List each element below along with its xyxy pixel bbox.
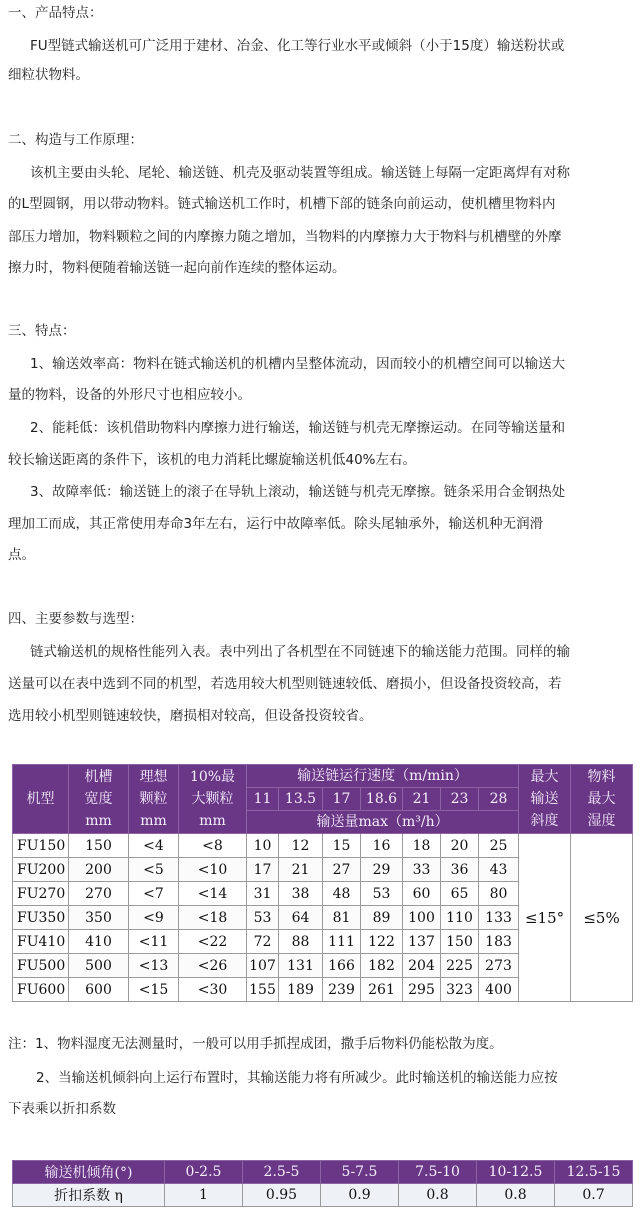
capacity-cell: 323 (441, 978, 479, 1002)
angle-range: 5-7.5 (321, 1161, 399, 1184)
capacity-cell: 100 (403, 906, 441, 930)
particle-cell: <13 (129, 954, 179, 978)
spec-table (12, 764, 633, 1002)
header-large-particle: 10%最 大颗粒 mm (179, 765, 247, 834)
width-cell: 410 (69, 930, 129, 954)
capacity-cell: 295 (403, 978, 441, 1002)
section-4-line: 链式输送机的规格性能列入表。表中列出了各机型在不同链速下的输送能力范围。同样的输 (30, 644, 570, 660)
note-line: 2、当输送机倾斜向上运行布置时，其输送能力将有所减少。此时输送机的输送能力应按 (36, 1070, 558, 1086)
model-cell: FU410 (13, 930, 69, 954)
section-3-line: 较长输送距离的条件下，该机的电力消耗比螺旋输送机低40%左右。 (8, 452, 417, 468)
angle-range: 2.5-5 (243, 1161, 321, 1184)
section-3-title: 三、特点： (8, 323, 76, 339)
capacity-cell: 18 (403, 834, 441, 858)
angle-range: 0-2.5 (165, 1161, 243, 1184)
factor-value: 0.95 (243, 1184, 321, 1207)
header-speed-value: 18.6 (361, 788, 403, 811)
table-row (13, 834, 633, 858)
large-particle-cell: <26 (179, 954, 247, 978)
capacity-cell: 53 (361, 882, 403, 906)
header-width: 机槽 宽度 mm (69, 765, 129, 834)
label-factor: 折扣系数 η (13, 1184, 165, 1207)
header-speed-value: 23 (441, 788, 479, 811)
capacity-cell: 225 (441, 954, 479, 978)
section-1-line: FU型链式输送机可广泛用于建材、冶金、化工等行业水平或倾斜（小于15度）输送粉状或 (30, 38, 565, 54)
capacity-cell: 166 (323, 954, 361, 978)
width-cell: 270 (69, 882, 129, 906)
capacity-cell: 204 (403, 954, 441, 978)
capacity-cell: 21 (279, 858, 323, 882)
width-cell: 200 (69, 858, 129, 882)
slope-value: ≤15° (519, 834, 571, 1002)
section-3-line: 3、故障率低：输送链上的滚子在导轨上滚动，输送链与机壳无摩擦。链条采用合金钢热处 (30, 484, 566, 500)
note-line: 下表乘以折扣系数 (8, 1101, 116, 1117)
section-3-line: 2、能耗低：该机借助物料内摩擦力进行输送，输送链与机壳无摩擦运动。在同等输送量和 (30, 420, 566, 436)
header-particle: 理想 颗粒 mm (129, 765, 179, 834)
section-4-title: 四、主要参数与选型： (8, 611, 143, 627)
factor-value: 0.8 (477, 1184, 555, 1207)
note-line: 注：1、物料湿度无法测量时，一般可以用手抓捏成团，撒手后物料仍能松散为度。 (8, 1036, 503, 1052)
factor-value: 0.7 (555, 1184, 633, 1207)
model-cell: FU270 (13, 882, 69, 906)
particle-cell: <7 (129, 882, 179, 906)
width-cell: 150 (69, 834, 129, 858)
factor-value: 1 (165, 1184, 243, 1207)
header-speed-value: 17 (323, 788, 361, 811)
section-2-title: 二、构造与工作原理： (8, 132, 143, 148)
capacity-cell: 16 (361, 834, 403, 858)
factor-value: 0.8 (399, 1184, 477, 1207)
particle-cell: <11 (129, 930, 179, 954)
section-2-line: 擦力时，物料便随着输送链一起向前作连续的整体运动。 (8, 260, 346, 276)
header-slope: 最大 输送 斜度 (519, 765, 571, 834)
capacity-cell: 27 (323, 858, 361, 882)
capacity-cell: 261 (361, 978, 403, 1002)
section-3-line: 量的物料，设备的外形尺寸也相应较小。 (8, 387, 251, 403)
section-3-line: 1、输送效率高：物料在链式输送机的机槽内呈整体流动，因而较小的机槽空间可以输送大 (30, 356, 566, 372)
capacity-cell: 25 (479, 834, 519, 858)
large-particle-cell: <22 (179, 930, 247, 954)
capacity-cell: 60 (403, 882, 441, 906)
large-particle-cell: <18 (179, 906, 247, 930)
large-particle-cell: <14 (179, 882, 247, 906)
section-1-line: 细粒状物料。 (8, 67, 89, 83)
capacity-cell: 81 (323, 906, 361, 930)
capacity-cell: 89 (361, 906, 403, 930)
capacity-cell: 48 (323, 882, 361, 906)
capacity-cell: 31 (247, 882, 279, 906)
model-cell: FU350 (13, 906, 69, 930)
particle-cell: <4 (129, 834, 179, 858)
capacity-cell: 189 (279, 978, 323, 1002)
width-cell: 350 (69, 906, 129, 930)
header-angle: 输送机倾角(°) (13, 1161, 165, 1184)
capacity-cell: 80 (479, 882, 519, 906)
header-speed-value: 13.5 (279, 788, 323, 811)
model-cell: FU150 (13, 834, 69, 858)
capacity-cell: 150 (441, 930, 479, 954)
model-cell: FU600 (13, 978, 69, 1002)
capacity-cell: 239 (323, 978, 361, 1002)
factor-value: 0.9 (321, 1184, 399, 1207)
section-3-line: 点。 (8, 547, 35, 563)
width-cell: 500 (69, 954, 129, 978)
header-speed-value: 28 (479, 788, 519, 811)
capacity-cell: 64 (279, 906, 323, 930)
section-3-line: 理加工而成，其正常使用寿命3年左右，运行中故障率低。除头尾轴承外，输送机种无润滑 (8, 516, 544, 532)
capacity-cell: 65 (441, 882, 479, 906)
model-cell: FU200 (13, 858, 69, 882)
capacity-cell: 133 (479, 906, 519, 930)
capacity-cell: 20 (441, 834, 479, 858)
large-particle-cell: <30 (179, 978, 247, 1002)
capacity-cell: 273 (479, 954, 519, 978)
capacity-cell: 155 (247, 978, 279, 1002)
capacity-cell: 110 (441, 906, 479, 930)
angle-range: 7.5-10 (399, 1161, 477, 1184)
capacity-cell: 137 (403, 930, 441, 954)
capacity-cell: 10 (247, 834, 279, 858)
capacity-cell: 53 (247, 906, 279, 930)
capacity-cell: 43 (479, 858, 519, 882)
capacity-cell: 33 (403, 858, 441, 882)
section-1-title: 一、产品特点： (8, 5, 103, 21)
capacity-cell: 36 (441, 858, 479, 882)
large-particle-cell: <10 (179, 858, 247, 882)
header-speed: 输送链运行速度（m/min） (247, 765, 519, 788)
capacity-cell: 183 (479, 930, 519, 954)
factor-table (12, 1160, 633, 1207)
capacity-cell: 182 (361, 954, 403, 978)
section-2-line: 部压力增加，物料颗粒之间的内摩擦力随之增加，当物料的内摩擦力大于物料与机槽壁的外摩 (8, 229, 562, 245)
particle-cell: <15 (129, 978, 179, 1002)
capacity-cell: 12 (279, 834, 323, 858)
capacity-cell: 29 (361, 858, 403, 882)
section-2-line: 该机主要由头轮、尾轮、输送链、机壳及驱动装置等组成。输送链上每隔一定距离焊有对称 (30, 165, 570, 181)
capacity-cell: 38 (279, 882, 323, 906)
header-model: 机型 (13, 765, 69, 834)
capacity-cell: 17 (247, 858, 279, 882)
humidity-value: ≤5% (571, 834, 633, 1002)
capacity-cell: 15 (323, 834, 361, 858)
section-4-line: 送量可以在表中选到不同的机型，若选用较大机型则链速较低、磨损小，但设备投资较高，若 (8, 676, 562, 692)
header-humidity: 物料 最大 湿度 (571, 765, 633, 834)
section-2-line: 的L型圆钢，用以带动物料。链式输送机工作时，机槽下部的链条向前运动，使机槽里物料内 (8, 196, 556, 212)
angle-range: 10-12.5 (477, 1161, 555, 1184)
header-speed-value: 21 (403, 788, 441, 811)
section-4-line: 选用较小机型则链速较快，磨损相对较高，但设备投资较省。 (8, 708, 373, 724)
capacity-cell: 72 (247, 930, 279, 954)
capacity-cell: 122 (361, 930, 403, 954)
header-speed-value: 11 (247, 788, 279, 811)
header-capacity: 输送量max（m³/h） (247, 811, 519, 834)
angle-range: 12.5-15 (555, 1161, 633, 1184)
particle-cell: <5 (129, 858, 179, 882)
capacity-cell: 131 (279, 954, 323, 978)
capacity-cell: 88 (279, 930, 323, 954)
large-particle-cell: <8 (179, 834, 247, 858)
model-cell: FU500 (13, 954, 69, 978)
particle-cell: <9 (129, 906, 179, 930)
width-cell: 600 (69, 978, 129, 1002)
capacity-cell: 107 (247, 954, 279, 978)
capacity-cell: 400 (479, 978, 519, 1002)
capacity-cell: 111 (323, 930, 361, 954)
